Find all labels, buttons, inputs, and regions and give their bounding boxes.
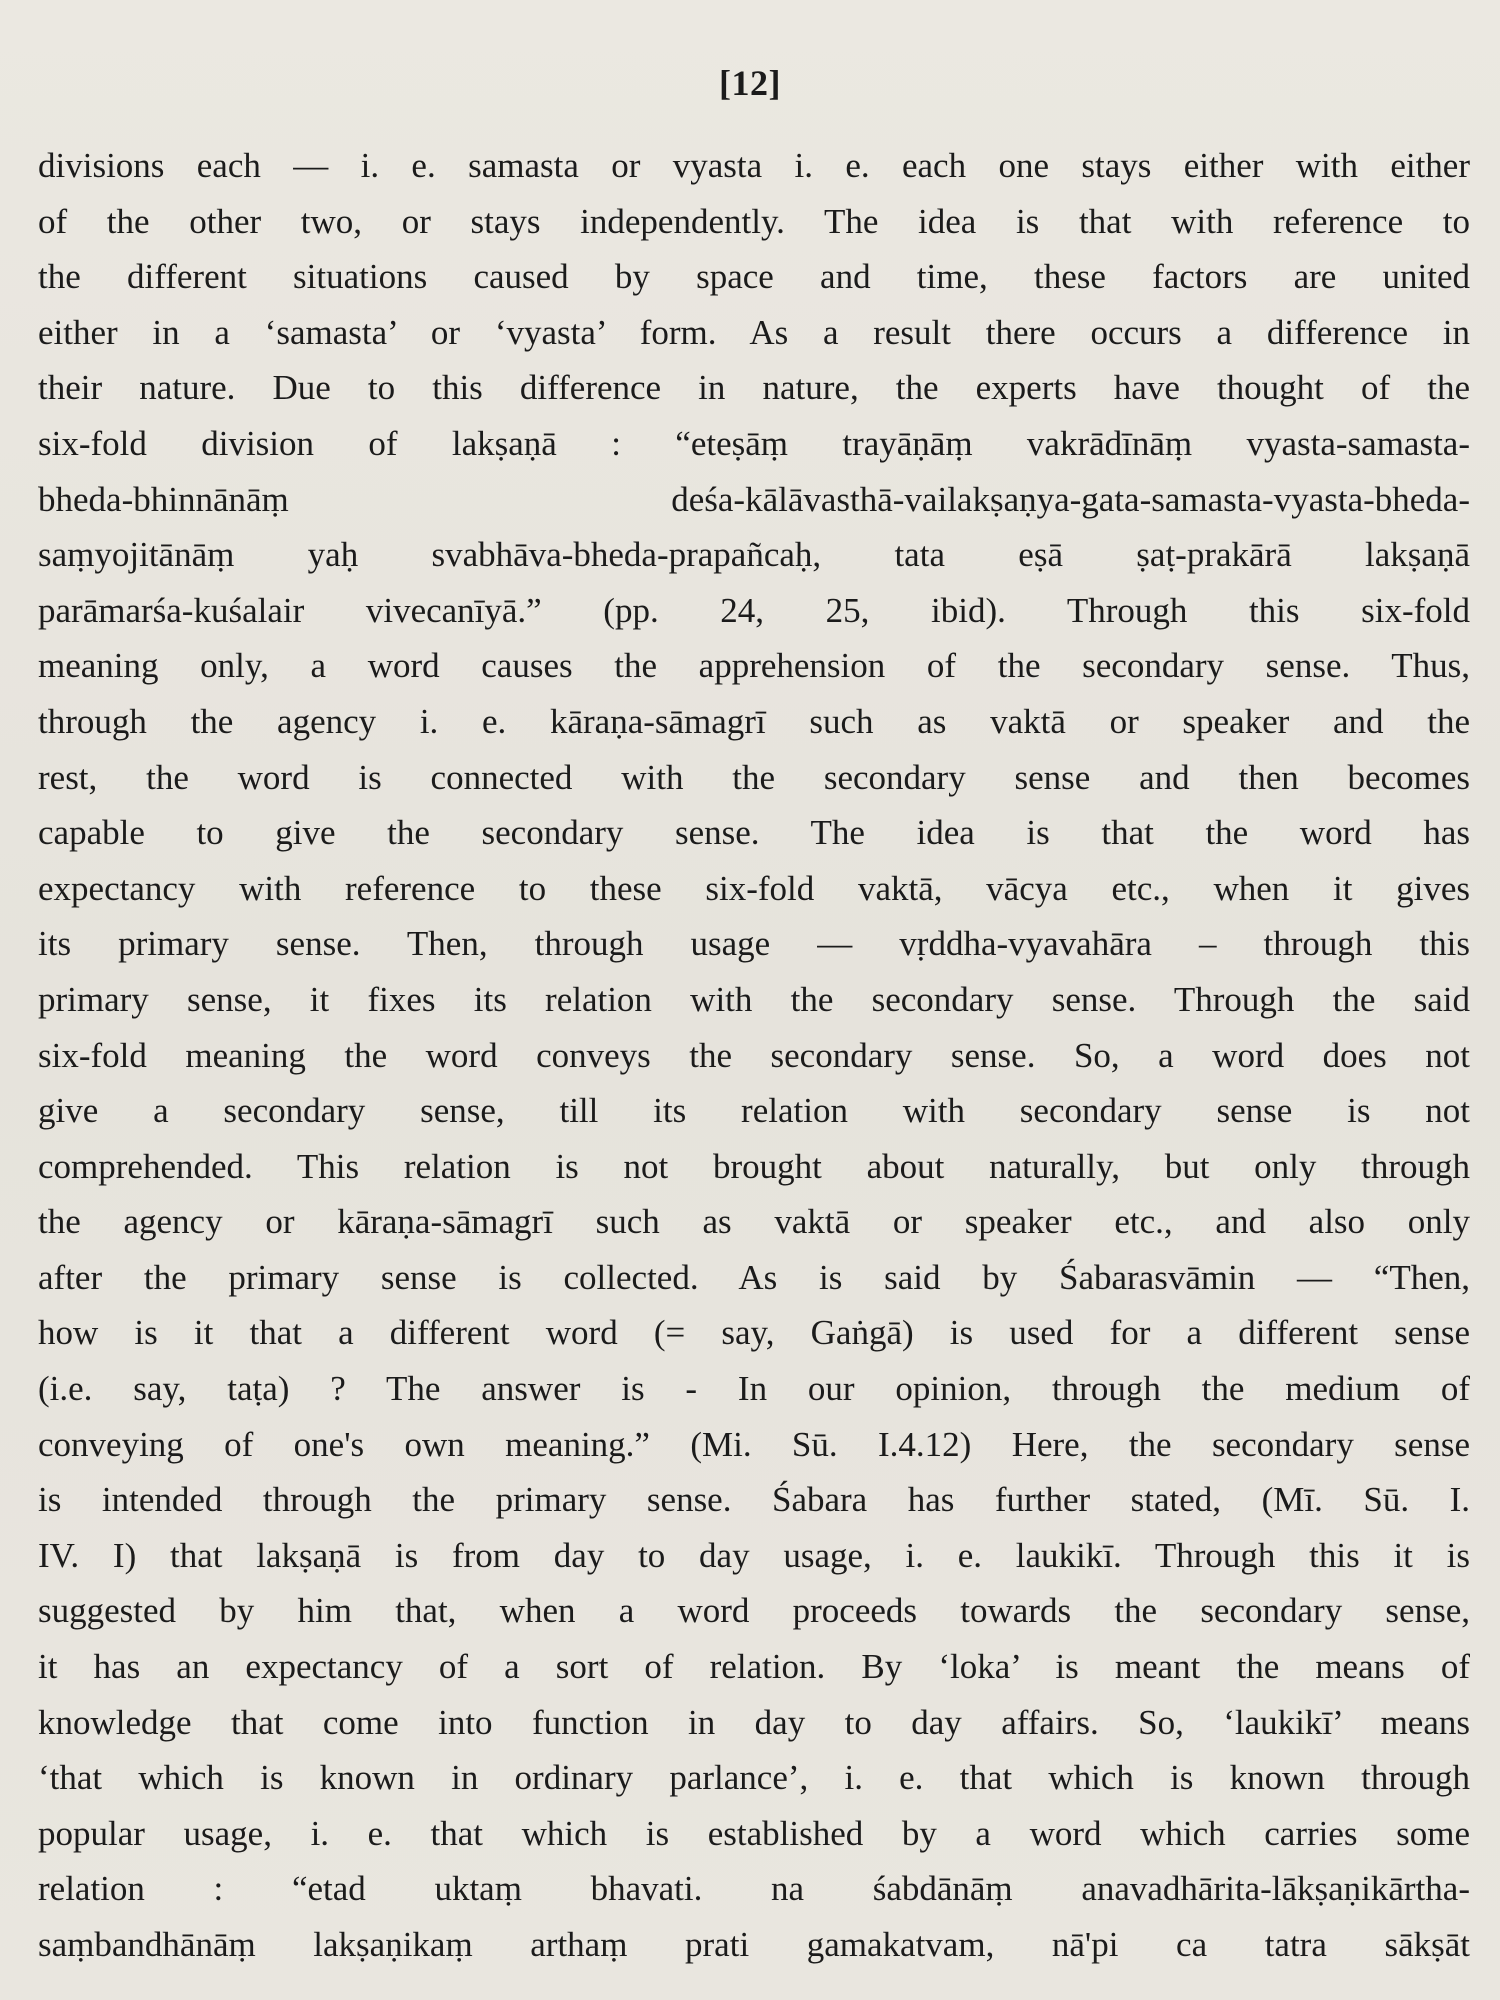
- text-line: comprehended. This relation is not brought about naturally, but only through: [38, 1146, 1470, 1186]
- text-line: it has an expectancy of a sort of relation. By ‘loka’ is meant the means of: [38, 1647, 1470, 1687]
- text-line: ‘that which is known in ordinary parlance’, i. e. that which is known through: [38, 1758, 1470, 1798]
- text-line: relation : “etad uktaṃ bhavati. na śabdānāṃ anavadhārita-lākṣaṇikārtha-: [38, 1869, 1470, 1909]
- text-line: through the agency i. e. kāraṇa-sāmagrī such as vaktā or speaker and the: [38, 701, 1470, 741]
- text-line: saṃyojitānāṃ yaḥ svabhāva-bheda-prapañcaḥ, tata eṣā ṣaṭ-prakārā lakṣaṇā: [38, 535, 1470, 575]
- text-line: parāmarśa-kuśalair vivecanīyā.” (pp. 24, 25, ibid). Through this six-fold: [38, 590, 1470, 630]
- text-line: (i.e. say, taṭa) ? The answer is - In our opinion, through the medium of: [38, 1369, 1470, 1409]
- text-line: six-fold division of lakṣaṇā : “eteṣāṃ trayāṇāṃ vakrādīnāṃ vyasta-samasta-: [38, 423, 1470, 463]
- text-line: six-fold meaning the word conveys the secondary sense. So, a word does not: [38, 1035, 1470, 1075]
- text-line: conveying of one's own meaning.” (Mi. Sū. I.4.12) Here, the secondary sense: [38, 1424, 1470, 1464]
- text-line: knowledge that come into function in day to day affairs. So, ‘laukikī’ means: [38, 1702, 1470, 1742]
- text-line: give a secondary sense, till its relation with secondary sense is not: [38, 1091, 1470, 1131]
- text-line: popular usage, i. e. that which is established by a word which carries some: [38, 1813, 1470, 1853]
- page-number: [12]: [719, 63, 781, 103]
- text-line: after the primary sense is collected. As is said by Śabarasvāmin — “Then,: [38, 1257, 1470, 1297]
- text-line: meaning only, a word causes the apprehension of the secondary sense. Thus,: [38, 646, 1470, 686]
- text-line: how is it that a different word (= say, Gaṅgā) is used for a different sense: [38, 1313, 1470, 1353]
- text-line: capable to give the secondary sense. The idea is that the word has: [38, 813, 1470, 853]
- text-line: the different situations caused by space and time, these factors are united: [38, 257, 1470, 297]
- text-line: primary sense, it fixes its relation with the secondary sense. Through the said: [38, 979, 1470, 1019]
- text-line: its primary sense. Then, through usage — vṛddha-vyavahāra – through this: [38, 924, 1470, 964]
- text-line: of the other two, or stays independently. The idea is that with reference to: [38, 201, 1470, 241]
- text-line: expectancy with reference to these six-fold vaktā, vācya etc., when it gives: [38, 868, 1470, 908]
- text-line: either in a ‘samasta’ or ‘vyasta’ form. As a result there occurs a difference in: [38, 312, 1470, 352]
- text-line: is intended through the primary sense. Śabara has further stated, (Mī. Sū. I.: [38, 1480, 1470, 1520]
- text-line: the agency or kāraṇa-sāmagrī such as vaktā or speaker etc., and also only: [38, 1202, 1470, 1242]
- text-line: bheda-bhinnānāṃ deśa-kālāvasthā-vailakṣaṇya-gata-samasta-vyasta-bheda-: [38, 479, 1470, 519]
- text-line: IV. I) that lakṣaṇā is from day to day usage, i. e. laukikī. Through this it is: [38, 1535, 1470, 1575]
- text-line: divisions each — i. e. samasta or vyasta i. e. each one stays either with either: [38, 146, 1470, 185]
- text-line: saṃbandhānāṃ lakṣaṇikaṃ arthaṃ prati gamakatvam, nā'pi ca tatra sākṣāt: [38, 1925, 1470, 1964]
- text-line: rest, the word is connected with the secondary sense and then becomes: [38, 757, 1470, 797]
- text-line: suggested by him that, when a word proceeds towards the secondary sense,: [38, 1591, 1470, 1631]
- text-line: their nature. Due to this difference in nature, the experts have thought of the: [38, 368, 1470, 408]
- body-text: [38, 138, 1470, 1973]
